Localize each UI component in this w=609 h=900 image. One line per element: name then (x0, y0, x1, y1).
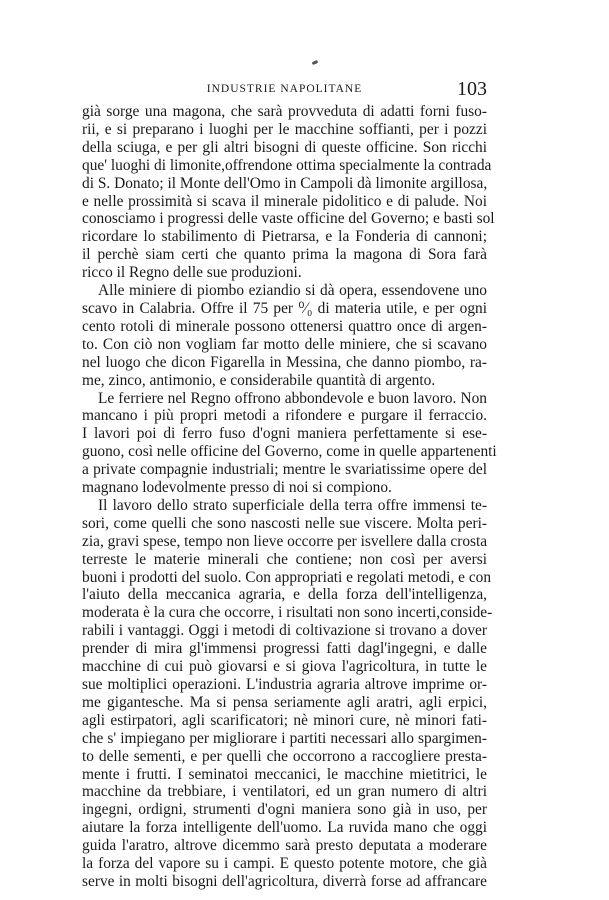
page-number: 103 (457, 78, 487, 100)
text-line: ingegni, ordigni, strumenti d'ogni maniera sono già in uso, per (82, 801, 487, 819)
text-line: conosciamo i progressi delle vaste officine del Governo; e basti sol (82, 210, 495, 228)
text-line: I lavori poi di ferro fuso d'ogni maniera perfettamente si ese- (82, 425, 487, 443)
text-line: magnano lodevolmente presso di noi si compiono. (82, 479, 392, 497)
text-line: me, zinco, antimonio, e considerabile quantità di argento. (82, 371, 436, 389)
text-line: rii, e si preparano i luoghi per le macchine soffianti, per i pozzi (82, 120, 487, 138)
text-line: nel luogo che dicon Figarella in Messina, che danno piombo, ra- (82, 353, 487, 371)
text-line: ricco il Regno delle sue produzioni. (82, 264, 302, 282)
text-line: cento rotoli di minerale possono ottenersi quattro once di argen- (82, 317, 487, 335)
text-line: macchine di cui può giovarsi e si giova l'agricoltura, in tutte le (82, 658, 487, 676)
text-line: macchine da trebbiare, i ventilatori, ed un gran numero di altri (82, 783, 487, 801)
text-line: guida l'aratro, altrove dicemmo sarà presto deputata a moderare (82, 837, 487, 855)
text-line: agli estirpatori, agli scarificatori; nè minori cure, nè minori fati- (82, 711, 487, 729)
text-line: que' luoghi di limonite,offrendone ottima specialmente la contrada (82, 156, 492, 174)
page-header (82, 80, 487, 102)
text-line: Il lavoro dello strato superficiale della terra offre immensi te- (98, 496, 487, 514)
text-line: sori, come quelli che sono nascosti nelle sue viscere. Molta peri- (82, 514, 487, 532)
text-line: buoni i prodotti del suolo. Con appropriati e regolati metodi, e con (82, 568, 492, 586)
text-line: moderata è la cura che occorre, i risultati non sono incerti,conside- (82, 604, 493, 622)
text-line: aiutare la forza intelligente dell'uomo. La ruvida mano che oggi (82, 819, 487, 837)
text-line: rabili i vantaggi. Oggi i metodi di coltivazione si trovano a dover (82, 622, 487, 640)
text-line: la forza del vapore su i campi. E questo potente motore, che già (82, 855, 487, 873)
text-line: l'aiuto della meccanica agraria, e della forza dell'intelligenza, (82, 586, 487, 604)
text-line: zia, gravi spese, tempo non lieve occorre per isvellere dalla crosta (82, 532, 488, 550)
text-line: to delle sementi, e per quelli che occorrono a raccogliere presta- (82, 747, 487, 765)
body-text (82, 103, 497, 891)
text-line: mancano i più propri metodi a rifondere e purgare il ferraccio. (82, 407, 487, 425)
text-line: mente i frutti. I seminatoi meccanici, le macchine mietitrici, le (82, 765, 487, 783)
text-line: Le ferriere nel Regno offrono abbondevole e buon lavoro. Non (98, 389, 487, 407)
text-line: scavo in Calabria. Offre il 75 per ⁰⁄₀ di materia utile, e per ogni (82, 299, 487, 317)
text-line: serve in molti bisogni dell'agricoltura, diverrà forse ad affrancare (82, 872, 487, 890)
text-line: me gigantesche. Ma si pensa seriamente agli aratri, agli erpici, (82, 693, 487, 711)
text-line: già sorge una magona, che sarà provveduta di adatti forni fuso- (82, 103, 487, 120)
text-line: di S. Donato; il Monte dell'Omo in Campoli dà limonite argillosa, (82, 174, 488, 192)
text-line: Alle miniere di piombo eziandio si dà opera, essendovene uno (98, 282, 487, 300)
text-line: guono, così nelle officine del Governo, come in quelle appartenenti (82, 443, 497, 461)
text-line: il perchè siam certi che quanto prima la magona di Sora farà (82, 246, 487, 264)
text-line: terreste le materie minerali che contiene; non così per aversi (82, 550, 487, 568)
text-line: e nelle prossimità si scava il minerale pidolitico e di palude. Noi (82, 192, 487, 210)
ink-speck (312, 60, 319, 65)
text-line: che s' impiegano per migliorare i partiti necessari allo spargimen- (82, 729, 487, 747)
running-title: INDUSTRIE NAPOLITANE (206, 83, 363, 95)
text-line: to. Con ciò non vogliam far motto delle miniere, che si scavano (82, 335, 487, 353)
text-line: ricordare lo stabilimento di Pietrarsa, e la Fonderia di cannoni; (82, 228, 487, 246)
text-line: sue moltiplici operazioni. L'industria agraria altrove imprime or- (82, 676, 487, 693)
text-line: a private compagnie industriali; mentre le svariatissime opere del (82, 461, 487, 479)
text-line: prender di mira gl'immensi progressi fatti dagl'ingegni, e dalle (82, 640, 487, 658)
text-line: della sciuga, e per gli altri bisogni di queste officine. Son ricchi (82, 138, 487, 156)
